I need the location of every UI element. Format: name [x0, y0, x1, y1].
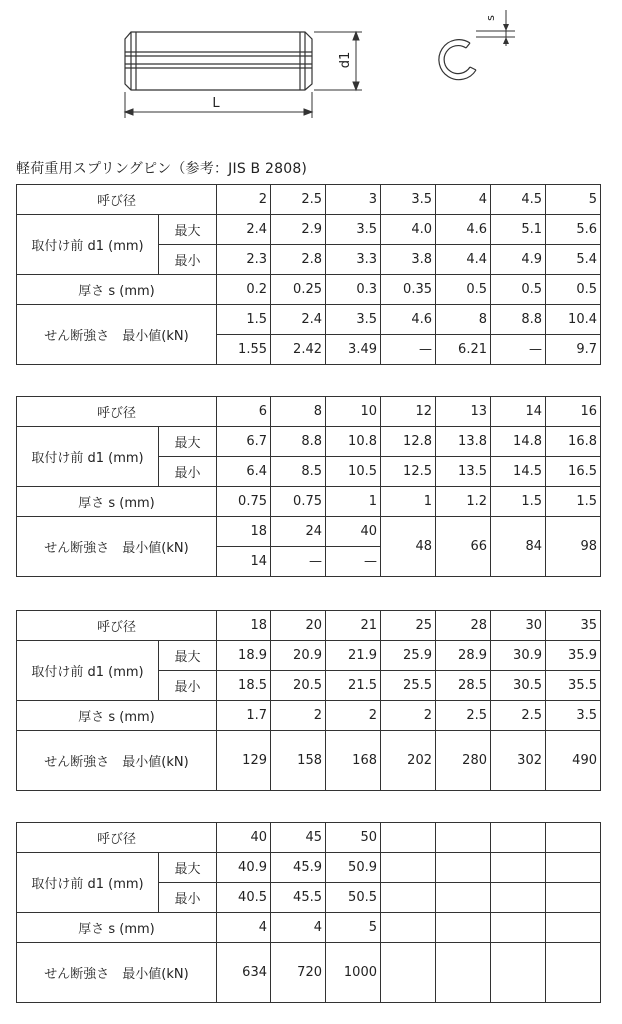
thickness-value: 4: [271, 913, 326, 943]
thickness-value: 1: [381, 487, 436, 517]
thickness-value: 1.5: [491, 487, 546, 517]
shear-value: 1.5: [217, 305, 271, 335]
thickness-value: [381, 913, 436, 943]
diameter-max-value: 18.9: [217, 641, 271, 671]
diameter-min-value: 4.9: [491, 245, 546, 275]
nominal-value: 16: [546, 397, 601, 427]
diameter-max-value: 35.9: [546, 641, 601, 671]
thickness-value: 0.2: [217, 275, 271, 305]
thickness-value: 0.35: [381, 275, 436, 305]
nominal-value: 6: [217, 397, 271, 427]
shear-value: 84: [491, 517, 546, 577]
diameter-min-value: [491, 883, 546, 913]
nominal-value: 35: [546, 611, 601, 641]
shear-value: 24: [271, 517, 326, 547]
diameter-max-value: [436, 853, 491, 883]
shear-value: 8: [436, 305, 491, 335]
nominal-value: 40: [217, 823, 271, 853]
diameter-min-value: 6.4: [217, 457, 271, 487]
nominal-value: 2: [217, 185, 271, 215]
diameter-label: 取付け前 d1 (mm): [17, 215, 159, 275]
d1-label: d1: [338, 51, 353, 69]
nominal-row: [17, 611, 601, 641]
nominal-value: 12: [381, 397, 436, 427]
spec-table-1: [16, 184, 601, 365]
shear-value: 634: [217, 943, 271, 1003]
nominal-value: 13: [436, 397, 491, 427]
thickness-value: [546, 913, 601, 943]
nominal-value: 4.5: [491, 185, 546, 215]
thickness-value: 0.75: [271, 487, 326, 517]
thickness-row: [17, 487, 601, 517]
diameter-max-value: [546, 853, 601, 883]
pin-side-view: [125, 32, 312, 90]
max-label: 最大: [159, 641, 217, 671]
nominal-value: 10: [326, 397, 381, 427]
diameter-max-row: [17, 427, 601, 457]
shear-value-alt: —: [491, 335, 546, 365]
shear-value: 48: [381, 517, 436, 577]
thickness-value: 0.5: [436, 275, 491, 305]
diameter-label: 取付け前 d1 (mm): [17, 427, 159, 487]
shear-value: 168: [326, 731, 381, 791]
length-label: L: [212, 96, 220, 111]
nominal-label: 呼び径: [17, 185, 217, 215]
shear-value: 302: [491, 731, 546, 791]
thickness-value: [436, 913, 491, 943]
diameter-min-value: 16.5: [546, 457, 601, 487]
diameter-max-value: 13.8: [436, 427, 491, 457]
shear-row-1: [17, 305, 601, 335]
page-title: 軽荷重用スプリングピン（参考：JIS B 2808): [16, 161, 308, 177]
diameter-min-value: 28.5: [436, 671, 491, 701]
min-label: 最小: [159, 671, 217, 701]
shear-value-alt: 1.55: [217, 335, 271, 365]
shear-value-alt: 2.42: [271, 335, 326, 365]
nominal-row: [17, 823, 601, 853]
thickness-label: 厚さ s (mm): [17, 275, 217, 305]
spring-pin-diagram: [0, 0, 622, 130]
thickness-value: 1.2: [436, 487, 491, 517]
diameter-max-value: 25.9: [381, 641, 436, 671]
shear-value: 98: [546, 517, 601, 577]
shear-value: [491, 943, 546, 1003]
thickness-row: [17, 913, 601, 943]
diameter-max-value: 50.9: [326, 853, 381, 883]
diameter-min-value: 4.4: [436, 245, 491, 275]
thickness-label: 厚さ s (mm): [17, 913, 217, 943]
diameter-max-value: 5.1: [491, 215, 546, 245]
diameter-max-value: [381, 853, 436, 883]
thickness-label: 厚さ s (mm): [17, 701, 217, 731]
diameter-max-value: 4.6: [436, 215, 491, 245]
diameter-min-value: 13.5: [436, 457, 491, 487]
diameter-max-value: 4.0: [381, 215, 436, 245]
dimension-lines: [125, 32, 362, 118]
shear-value-alt: 14: [217, 547, 271, 577]
diameter-max-value: 5.6: [546, 215, 601, 245]
max-label: 最大: [159, 427, 217, 457]
shear-value: 720: [271, 943, 326, 1003]
thickness-row: [17, 701, 601, 731]
shear-value-alt: —: [381, 335, 436, 365]
thickness-row: [17, 275, 601, 305]
diameter-min-value: 35.5: [546, 671, 601, 701]
nominal-label: 呼び径: [17, 611, 217, 641]
shear-label: せん断強さ 最小値(kN): [17, 517, 217, 577]
nominal-value: [436, 823, 491, 853]
nominal-row: [17, 397, 601, 427]
diameter-min-value: 25.5: [381, 671, 436, 701]
diameter-max-row: [17, 215, 601, 245]
shear-value: 18: [217, 517, 271, 547]
diameter-min-value: 40.5: [217, 883, 271, 913]
diameter-max-value: 14.8: [491, 427, 546, 457]
diameter-label: 取付け前 d1 (mm): [17, 853, 159, 913]
thickness-value: 3.5: [546, 701, 601, 731]
diameter-min-value: 45.5: [271, 883, 326, 913]
shear-value-alt: 3.49: [326, 335, 381, 365]
diameter-min-value: 2.3: [217, 245, 271, 275]
nominal-value: 3.5: [381, 185, 436, 215]
nominal-value: 5: [546, 185, 601, 215]
nominal-value: 20: [271, 611, 326, 641]
thickness-label: 厚さ s (mm): [17, 487, 217, 517]
diameter-min-value: 20.5: [271, 671, 326, 701]
diameter-max-value: 45.9: [271, 853, 326, 883]
shear-value: 158: [271, 731, 326, 791]
thickness-value: 2: [326, 701, 381, 731]
shear-value: 3.5: [326, 305, 381, 335]
thickness-value: 2.5: [491, 701, 546, 731]
diameter-max-row: [17, 641, 601, 671]
shear-value: 1000: [326, 943, 381, 1003]
diameter-min-value: [436, 883, 491, 913]
nominal-value: 4: [436, 185, 491, 215]
diameter-min-value: [381, 883, 436, 913]
min-label: 最小: [159, 245, 217, 275]
diameter-max-value: 6.7: [217, 427, 271, 457]
shear-value: 490: [546, 731, 601, 791]
nominal-value: 50: [326, 823, 381, 853]
diameter-min-value: 10.5: [326, 457, 381, 487]
shear-value-alt: 9.7: [546, 335, 601, 365]
spec-table-3: [16, 610, 601, 791]
nominal-value: [381, 823, 436, 853]
diameter-max-value: 28.9: [436, 641, 491, 671]
shear-row: [17, 731, 601, 791]
diameter-max-value: 8.8: [271, 427, 326, 457]
nominal-value: 2.5: [271, 185, 326, 215]
diameter-max-value: 2.4: [217, 215, 271, 245]
pin-end-view: [439, 10, 515, 80]
diameter-label: 取付け前 d1 (mm): [17, 641, 159, 701]
diameter-min-value: 30.5: [491, 671, 546, 701]
max-label: 最大: [159, 215, 217, 245]
thickness-value: 0.5: [546, 275, 601, 305]
diameter-max-value: [491, 853, 546, 883]
min-label: 最小: [159, 457, 217, 487]
diameter-min-value: 21.5: [326, 671, 381, 701]
diameter-min-value: 14.5: [491, 457, 546, 487]
nominal-value: [491, 823, 546, 853]
shear-value: 40: [326, 517, 381, 547]
diameter-max-value: 3.5: [326, 215, 381, 245]
shear-value: 280: [436, 731, 491, 791]
nominal-value: 18: [217, 611, 271, 641]
shear-value: 129: [217, 731, 271, 791]
thickness-value: 0.3: [326, 275, 381, 305]
thickness-label: s: [484, 15, 497, 21]
nominal-value: 30: [491, 611, 546, 641]
shear-row-1: [17, 517, 601, 547]
diameter-min-value: 18.5: [217, 671, 271, 701]
diameter-max-value: 40.9: [217, 853, 271, 883]
nominal-value: 3: [326, 185, 381, 215]
nominal-value: 25: [381, 611, 436, 641]
diameter-min-value: 2.8: [271, 245, 326, 275]
diameter-max-value: 10.8: [326, 427, 381, 457]
diameter-min-value: 12.5: [381, 457, 436, 487]
nominal-label: 呼び径: [17, 823, 217, 853]
diameter-min-value: 3.8: [381, 245, 436, 275]
shear-label: せん断強さ 最小値(kN): [17, 943, 217, 1003]
nominal-value: [546, 823, 601, 853]
shear-value: [436, 943, 491, 1003]
shear-row: [17, 943, 601, 1003]
spec-table-4: [16, 822, 601, 1003]
nominal-value: 8: [271, 397, 326, 427]
diameter-min-value: 50.5: [326, 883, 381, 913]
thickness-value: 2: [381, 701, 436, 731]
shear-value-alt: —: [326, 547, 381, 577]
diameter-min-value: [546, 883, 601, 913]
thickness-value: 0.25: [271, 275, 326, 305]
shear-value: 2.4: [271, 305, 326, 335]
nominal-label: 呼び径: [17, 397, 217, 427]
shear-value: 10.4: [546, 305, 601, 335]
shear-value: 4.6: [381, 305, 436, 335]
shear-value: 66: [436, 517, 491, 577]
nominal-row: [17, 185, 601, 215]
diameter-max-row: [17, 853, 601, 883]
spec-table-2: [16, 396, 601, 577]
diameter-min-value: 8.5: [271, 457, 326, 487]
shear-value: [381, 943, 436, 1003]
diameter-max-value: 12.8: [381, 427, 436, 457]
thickness-value: 1.7: [217, 701, 271, 731]
thickness-value: [491, 913, 546, 943]
diameter-max-value: 21.9: [326, 641, 381, 671]
thickness-value: 0.5: [491, 275, 546, 305]
shear-value-alt: —: [271, 547, 326, 577]
diameter-max-value: 20.9: [271, 641, 326, 671]
diameter-max-value: 16.8: [546, 427, 601, 457]
shear-value: 202: [381, 731, 436, 791]
thickness-value: 0.75: [217, 487, 271, 517]
max-label: 最大: [159, 853, 217, 883]
thickness-value: 2: [271, 701, 326, 731]
thickness-value: 5: [326, 913, 381, 943]
min-label: 最小: [159, 883, 217, 913]
nominal-value: 14: [491, 397, 546, 427]
diameter-min-value: 3.3: [326, 245, 381, 275]
thickness-value: 4: [217, 913, 271, 943]
thickness-value: 1.5: [546, 487, 601, 517]
diameter-max-value: 30.9: [491, 641, 546, 671]
shear-value: [546, 943, 601, 1003]
nominal-value: 21: [326, 611, 381, 641]
nominal-value: 45: [271, 823, 326, 853]
shear-label: せん断強さ 最小値(kN): [17, 731, 217, 791]
thickness-value: 2.5: [436, 701, 491, 731]
shear-value-alt: 6.21: [436, 335, 491, 365]
shear-value: 8.8: [491, 305, 546, 335]
diameter-min-value: 5.4: [546, 245, 601, 275]
shear-label: せん断強さ 最小値(kN): [17, 305, 217, 365]
nominal-value: 28: [436, 611, 491, 641]
thickness-value: 1: [326, 487, 381, 517]
diameter-max-value: 2.9: [271, 215, 326, 245]
